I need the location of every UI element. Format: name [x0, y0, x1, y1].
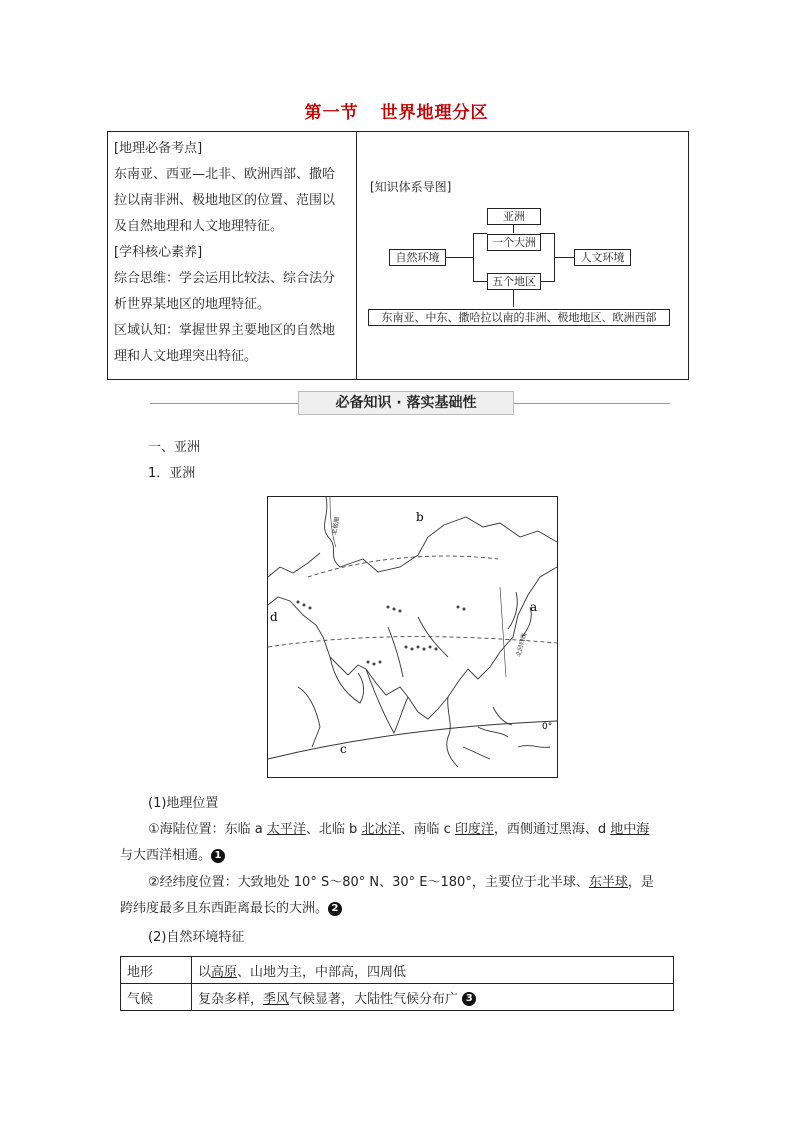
- answer-eastern-hemisphere: 东半球: [588, 875, 628, 890]
- text-line: 理和人文地理突出特征。: [114, 349, 258, 364]
- mountain-mark: [463, 608, 466, 611]
- banner-line-left: [150, 403, 298, 404]
- table-cell-value: 复杂多样，季风气候显著，大陆性气候分布广 3: [192, 984, 674, 1011]
- diagram-title: [知识体系导图]: [370, 180, 452, 194]
- island: [518, 746, 550, 748]
- connector-line: [473, 281, 487, 282]
- mountain-mark: [429, 646, 432, 649]
- mountain-mark: [393, 608, 396, 611]
- mountain-mark: [457, 606, 460, 609]
- location-sea-land: ①海陆位置：东临 a 太平洋、北临 b 北冰洋、南临 c 印度洋，西侧通过黑海、d 地中海: [148, 822, 650, 837]
- location-sea-land-line2: 与大西洋相通。 1: [120, 846, 225, 866]
- mountain-mark: [379, 661, 382, 664]
- map-label-zero-degrees: 0°: [542, 722, 553, 732]
- answer-mediterranean: 地中海: [610, 822, 650, 837]
- location-latlon: ②经纬度位置：大致地处 10° S～80° N、30° E～180°，主要位于北半球、东半球，是: [148, 875, 654, 890]
- text-line: 析世界某地区的地理特征。: [114, 297, 271, 312]
- river: [388, 627, 403, 677]
- table-row: [121, 957, 674, 984]
- mountain-mark: [435, 648, 438, 651]
- mountain-mark: [297, 601, 300, 604]
- node-regions-list: 东南亚、中东、撒哈拉以南的非洲、极地地区、欧洲西部: [368, 309, 670, 326]
- connector-line: [473, 233, 487, 234]
- answer-pacific: 太平洋: [266, 822, 306, 837]
- table-row: [121, 984, 674, 1011]
- connector-line: [540, 233, 554, 234]
- map-label-b: b: [416, 510, 424, 524]
- coastline: [298, 687, 320, 747]
- note-marker: 3: [462, 992, 476, 1006]
- map-label-d: d: [270, 610, 278, 624]
- coastline: [447, 697, 458, 767]
- table-cell-label: 地形: [121, 957, 192, 984]
- mountain-mark: [303, 604, 306, 607]
- note-marker: 2: [328, 902, 342, 916]
- mountain-mark: [405, 646, 408, 649]
- banner-line-right: [514, 403, 670, 404]
- exam-points-text: [114, 136, 352, 370]
- connector-line: [554, 257, 574, 258]
- connector-line: [473, 233, 474, 282]
- mountain-mark: [367, 661, 370, 664]
- coastline: [268, 597, 330, 657]
- mountain-mark: [423, 648, 426, 651]
- page-title: 第一节 世界地理分区: [304, 103, 489, 123]
- subsection-heading: 1．亚洲: [148, 466, 196, 481]
- map-label-tropic: 北回归线: [515, 632, 529, 658]
- mountain-mark: [399, 610, 402, 613]
- coastline: [366, 669, 408, 733]
- asia-map-drawing: [268, 497, 557, 777]
- node-five-regions: 五个地区: [487, 273, 541, 290]
- text-line: 综合思维：学会运用比较法、综合法分: [114, 271, 336, 286]
- connector-line: [445, 257, 473, 258]
- text-line: 区域认知：掌握世界主要地区的自然地: [114, 323, 336, 338]
- nature-heading: (2)自然环境特征: [148, 930, 245, 945]
- answer-indian: 印度洋: [454, 822, 494, 837]
- meridian-line: [500, 587, 506, 677]
- island: [463, 747, 490, 759]
- node-human-environment: 人文环境: [574, 249, 631, 266]
- map-label-arctic-circle: 北极圈: [331, 516, 342, 536]
- box-divider: [356, 132, 357, 379]
- banner-label: 必备知识 · 落实基础性: [298, 391, 514, 415]
- location-heading: (1)地理位置: [148, 796, 219, 811]
- note-marker: 1: [211, 849, 225, 863]
- mountain-mark: [309, 607, 312, 610]
- nature-table: [120, 956, 674, 1011]
- text-line: 东南亚、西亚—北非、欧洲西部、撒哈: [114, 167, 336, 182]
- text-line: [地理必备考点]: [114, 141, 203, 156]
- mountain-mark: [373, 663, 376, 666]
- mountain-mark: [417, 646, 420, 649]
- coastline: [325, 497, 557, 572]
- text-line: 及自然地理和人文地理特征。: [114, 219, 284, 234]
- map-label-a: a: [530, 600, 538, 614]
- answer-monsoon: 季风: [263, 991, 290, 1007]
- table-cell-label: 气候: [121, 984, 192, 1011]
- node-natural-environment: 自然环境: [389, 249, 446, 266]
- coastline: [268, 553, 320, 577]
- coastline: [330, 657, 364, 703]
- island: [478, 727, 508, 737]
- text-line: 拉以南非洲、极地地区的位置、范围以: [114, 193, 336, 208]
- section-heading: 一、亚洲: [148, 440, 201, 455]
- text-line: [学科核心素养]: [114, 245, 203, 260]
- node-asia: 亚洲: [487, 208, 541, 225]
- connector-line: [540, 281, 554, 282]
- connector-line: [513, 289, 514, 307]
- connector-line: [513, 225, 514, 233]
- answer-plateau: 高原: [211, 964, 238, 980]
- mountain-mark: [411, 648, 414, 651]
- table-cell-value: 以高原、山地为主，中部高，四周低: [192, 957, 674, 984]
- equator: [268, 721, 557, 759]
- answer-arctic: 北冰洋: [361, 822, 401, 837]
- asia-map: [267, 496, 558, 778]
- arctic-circle: [308, 556, 498, 577]
- mountain-mark: [387, 606, 390, 609]
- location-latlon-line2: 跨纬度最多且东西距离最长的大洲。 2: [120, 899, 342, 919]
- section-banner: [150, 391, 670, 415]
- map-label-c: c: [340, 742, 347, 756]
- tropic-of-cancer: [268, 637, 557, 647]
- island: [493, 707, 512, 725]
- node-one-continent: 一个大洲: [487, 234, 541, 251]
- exam-points-box: [107, 131, 689, 380]
